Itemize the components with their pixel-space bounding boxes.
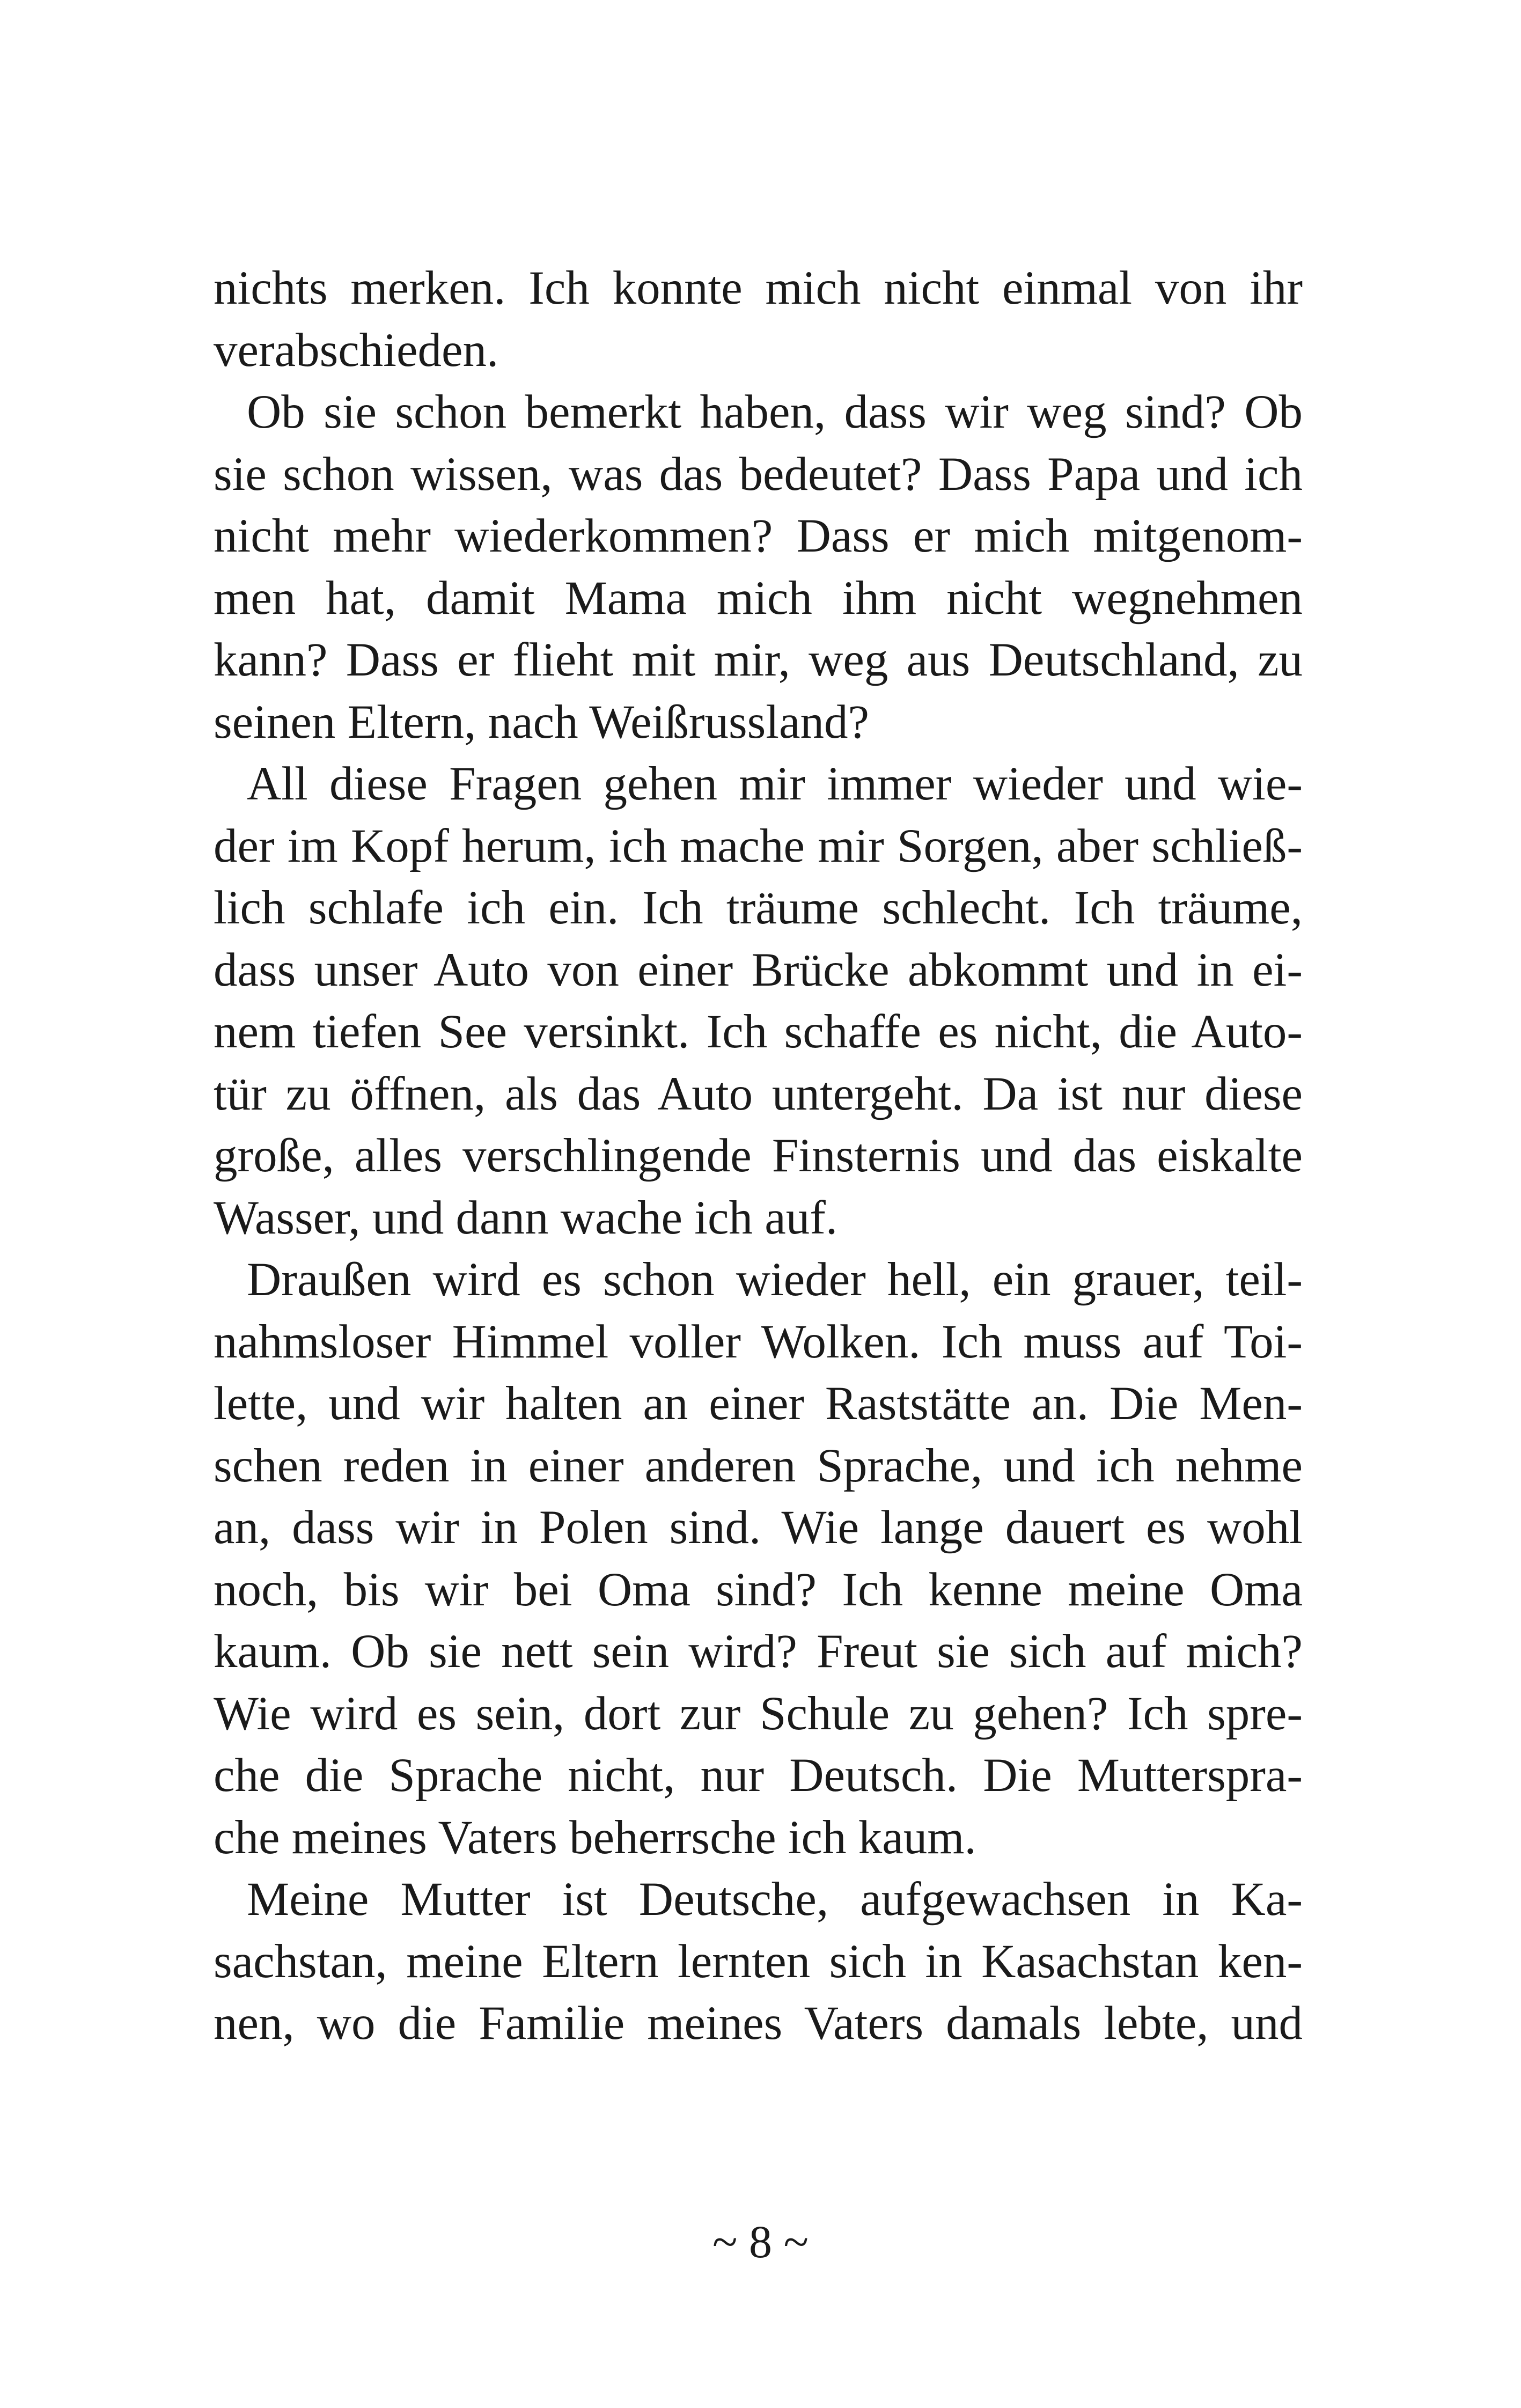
body-text <box>214 258 1303 2055</box>
text-line: der im Kopf herum, ich mache mir Sorgen, aber schließ- <box>214 819 1303 872</box>
text-line: Meine Mutter ist Deutsche, aufgewachsen in Ka- <box>247 1873 1303 1926</box>
text-line: große, alles verschlingende Finsternis und das eiskalte <box>214 1129 1303 1182</box>
text-line: sie schon wissen, was das bedeutet? Dass Papa und ich <box>214 447 1303 501</box>
text-line: kaum. Ob sie nett sein wird? Freut sie sich auf mich? <box>214 1625 1303 1678</box>
text-line: men hat, damit Mama mich ihm nicht wegnehmen <box>214 571 1303 625</box>
text-line: kann? Dass er flieht mit mir, weg aus Deutschland, zu <box>214 634 1303 686</box>
text-line: che meines Vaters beherrsche ich kaum. <box>214 1811 976 1864</box>
text-line: Wie wird es sein, dort zur Schule zu gehen? Ich spre- <box>214 1687 1303 1740</box>
text-line: tür zu öffnen, als das Auto untergeht. Da ist nur diese <box>214 1067 1303 1120</box>
paragraph-4 <box>214 1249 1303 1869</box>
paragraph-2 <box>214 381 1303 753</box>
text-line: lich schlafe ich ein. Ich träume schlecht. Ich träume, <box>214 882 1303 934</box>
text-line: Wasser, und dann wache ich auf. <box>214 1191 838 1244</box>
text-line: nicht mehr wiederkommen? Dass er mich mitgenom- <box>214 510 1303 562</box>
paragraph-1 <box>214 258 1303 381</box>
text-line: nichts merken. Ich konnte mich nicht einmal von ihr <box>214 262 1303 314</box>
text-line: sachstan, meine Eltern lernten sich in Kasachstan ken- <box>214 1935 1303 1988</box>
text-line: All diese Fragen gehen mir immer wieder und wie- <box>247 758 1303 810</box>
text-line: dass unser Auto von einer Brücke abkommt und in ei- <box>214 943 1303 996</box>
text-line: an, dass wir in Polen sind. Wie lange dauert es wohl <box>214 1501 1303 1554</box>
text-line: Ob sie schon bemerkt haben, dass wir weg sind? Ob <box>247 386 1303 438</box>
text-line: nem tiefen See versinkt. Ich schaffe es nicht, die Auto- <box>214 1005 1303 1058</box>
text-line: schen reden in einer anderen Sprache, und ich nehme <box>214 1439 1303 1492</box>
text-line: nahmsloser Himmel voller Wolken. Ich muss auf Toi- <box>214 1315 1303 1368</box>
paragraph-3 <box>214 753 1303 1249</box>
paragraph-5 <box>214 1869 1303 2055</box>
text-line: Draußen wird es schon wieder hell, ein grauer, teil- <box>247 1253 1303 1306</box>
text-line: noch, bis wir bei Oma sind? Ich kenne meine Oma <box>214 1563 1303 1616</box>
text-line: verabschieden. <box>214 324 499 377</box>
text-line: nen, wo die Familie meines Vaters damals lebte, und <box>214 1997 1303 2050</box>
page-number: ~ 8 ~ <box>712 2216 809 2267</box>
text-line: lette, und wir halten an einer Raststätte an. Die Men- <box>214 1377 1303 1430</box>
text-line: seinen Eltern, nach Weißrussland? <box>214 695 869 748</box>
text-line: che die Sprache nicht, nur Deutsch. Die Mutterspra- <box>214 1749 1303 1802</box>
